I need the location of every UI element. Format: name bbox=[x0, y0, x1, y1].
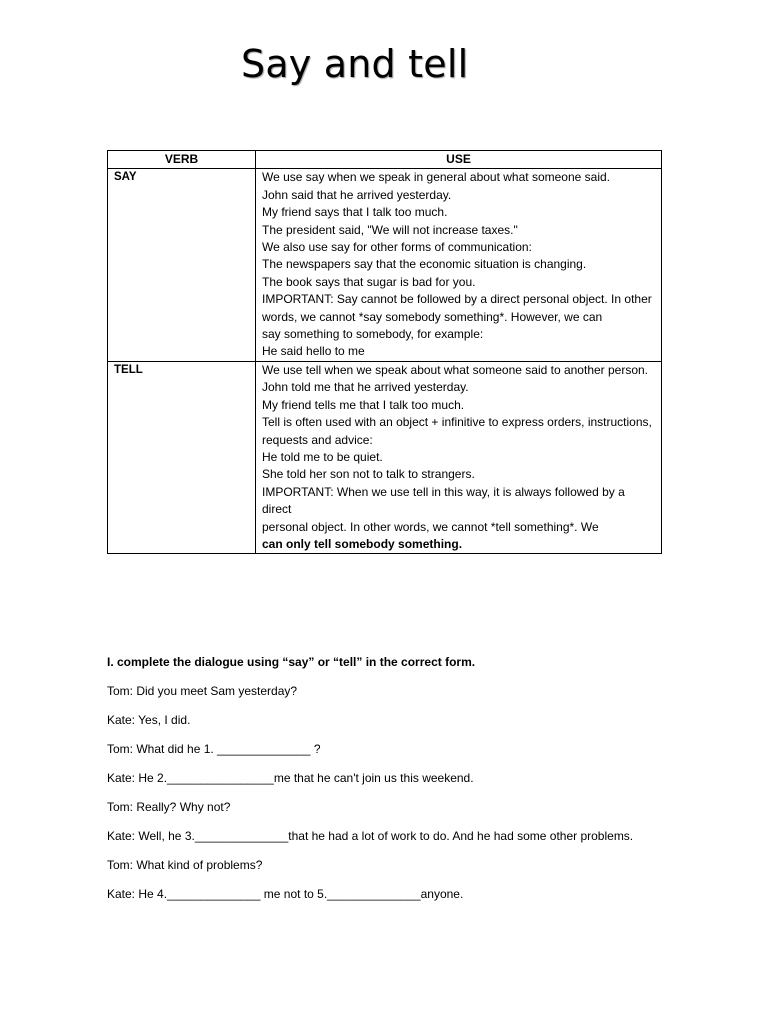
header-verb: VERB bbox=[108, 151, 256, 169]
use-line: My friend tells me that I talk too much. bbox=[262, 397, 465, 412]
table-row-say bbox=[108, 169, 662, 361]
use-line: The newspapers say that the economic situation is changing. bbox=[262, 257, 587, 272]
use-line: The book says that sugar is bad for you. bbox=[262, 274, 476, 289]
use-line: say something to somebody, for example: bbox=[262, 327, 484, 342]
use-line: IMPORTANT: Say cannot be followed by a direct personal object. In other bbox=[262, 292, 652, 307]
dialogue-line: Tom: Did you meet Sam yesterday? bbox=[107, 684, 298, 698]
use-line: John said that he arrived yesterday. bbox=[262, 187, 452, 202]
table-header-row bbox=[108, 151, 662, 169]
use-line: We use tell when we speak about what someone said to another person. bbox=[262, 362, 649, 377]
use-line: IMPORTANT: When we use tell in this way, it is always followed by a direct bbox=[262, 484, 625, 517]
use-line: She told her son not to talk to strangers. bbox=[262, 467, 475, 482]
use-line: can only tell somebody something. bbox=[262, 536, 463, 551]
use-line: The president said, "We will not increase taxes." bbox=[262, 222, 518, 237]
dialogue-line: Tom: What kind of problems? bbox=[107, 858, 263, 872]
use-line: He said hello to me bbox=[262, 344, 365, 359]
dialogue-line: Tom: Really? Why not? bbox=[107, 800, 231, 814]
verb-cell-say: SAY bbox=[108, 169, 256, 361]
verb-cell-tell: TELL bbox=[108, 361, 256, 553]
use-cell-say bbox=[256, 169, 662, 361]
page-title: Say and tell bbox=[241, 42, 469, 86]
header-use: USE bbox=[256, 151, 662, 169]
use-line: My friend says that I talk too much. bbox=[262, 205, 448, 220]
use-line: requests and advice: bbox=[262, 432, 373, 447]
use-line: Tell is often used with an object + infinitive to express orders, instructions, bbox=[262, 415, 652, 430]
use-line: He told me to be quiet. bbox=[262, 449, 383, 464]
table-row-tell bbox=[108, 361, 662, 553]
exercise-section bbox=[107, 653, 667, 914]
grammar-table bbox=[107, 150, 662, 554]
use-cell-tell bbox=[256, 361, 662, 553]
use-line: We also use say for other forms of communication: bbox=[262, 240, 532, 255]
use-line: personal object. In other words, we cannot *tell something*. We bbox=[262, 519, 599, 534]
dialogue-line: Kate: Well, he 3.______________that he had a lot of work to do. And he had some other problems. bbox=[107, 829, 634, 843]
dialogue-line: Tom: What did he 1. ______________ ? bbox=[107, 742, 321, 756]
use-line: John told me that he arrived yesterday. bbox=[262, 380, 469, 395]
dialogue-line: Kate: Yes, I did. bbox=[107, 713, 191, 727]
dialogue-line: Kate: He 2.________________me that he can't join us this weekend. bbox=[107, 771, 474, 785]
use-line: We use say when we speak in general about what someone said. bbox=[262, 170, 610, 185]
exercise-instruction: I. complete the dialogue using “say” or “tell” in the correct form. bbox=[107, 655, 476, 669]
dialogue-line: Kate: He 4.______________ me not to 5.______________anyone. bbox=[107, 887, 464, 901]
use-line: words, we cannot *say somebody something*. However, we can bbox=[262, 309, 603, 324]
